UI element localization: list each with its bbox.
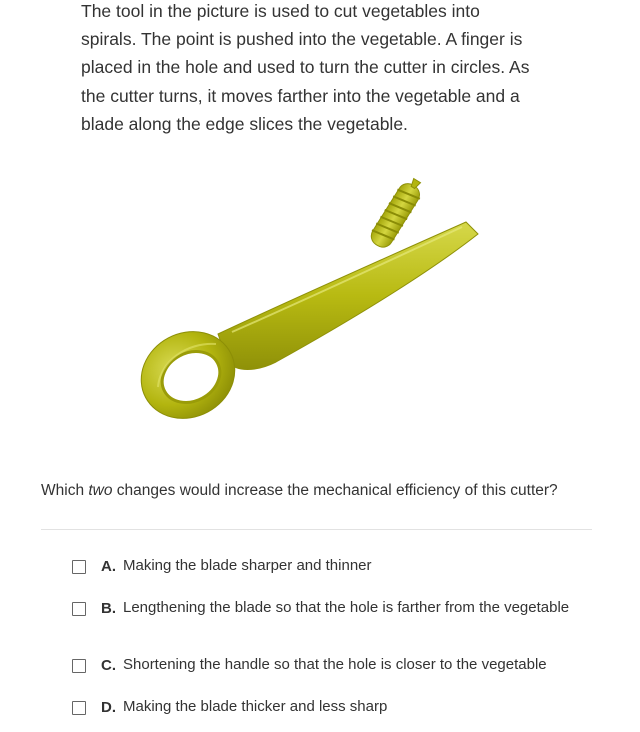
checkbox-c[interactable] [72, 659, 86, 673]
choice-text: Making the blade sharper and thinner [123, 557, 372, 574]
question-emphasis: two [88, 482, 113, 499]
checkbox-a[interactable] [72, 560, 86, 574]
spiral-cutter-illustration [136, 172, 486, 432]
choice-text: Making the blade thicker and less sharp [123, 698, 388, 715]
question-suffix: changes would increase the mechanical efficiency of this cutter? [112, 482, 558, 499]
choice-a[interactable] [72, 556, 583, 577]
choice-c[interactable] [72, 655, 583, 676]
divider [41, 529, 592, 530]
passage-line: spirals. The point is pushed into the vegetable. A finger is [81, 29, 523, 50]
choice-letter: B. [101, 600, 116, 617]
choice-text: Lengthening the blade so that the hole is farther from the vegetable [123, 599, 570, 616]
choice-letter: C. [101, 657, 116, 674]
checkbox-d[interactable] [72, 701, 86, 715]
passage-line: blade along the edge slices the vegetable. [81, 113, 408, 134]
choice-letter: A. [101, 558, 116, 575]
question-prompt [41, 480, 611, 502]
checkbox-b[interactable] [72, 602, 86, 616]
passage-text [81, 0, 559, 138]
passage-line: The tool in the picture is used to cut vegetables into [81, 1, 480, 21]
choice-b[interactable] [72, 598, 583, 619]
question-prefix: Which [41, 482, 89, 499]
choice-letter: D. [101, 699, 116, 716]
passage-line: placed in the hole and used to turn the cutter in circles. As [81, 57, 530, 78]
choice-text: Shortening the handle so that the hole is closer to the vegetable [123, 656, 547, 673]
passage-line: the cutter turns, it moves farther into the vegetable and a [81, 85, 520, 106]
choice-d[interactable] [72, 697, 583, 718]
